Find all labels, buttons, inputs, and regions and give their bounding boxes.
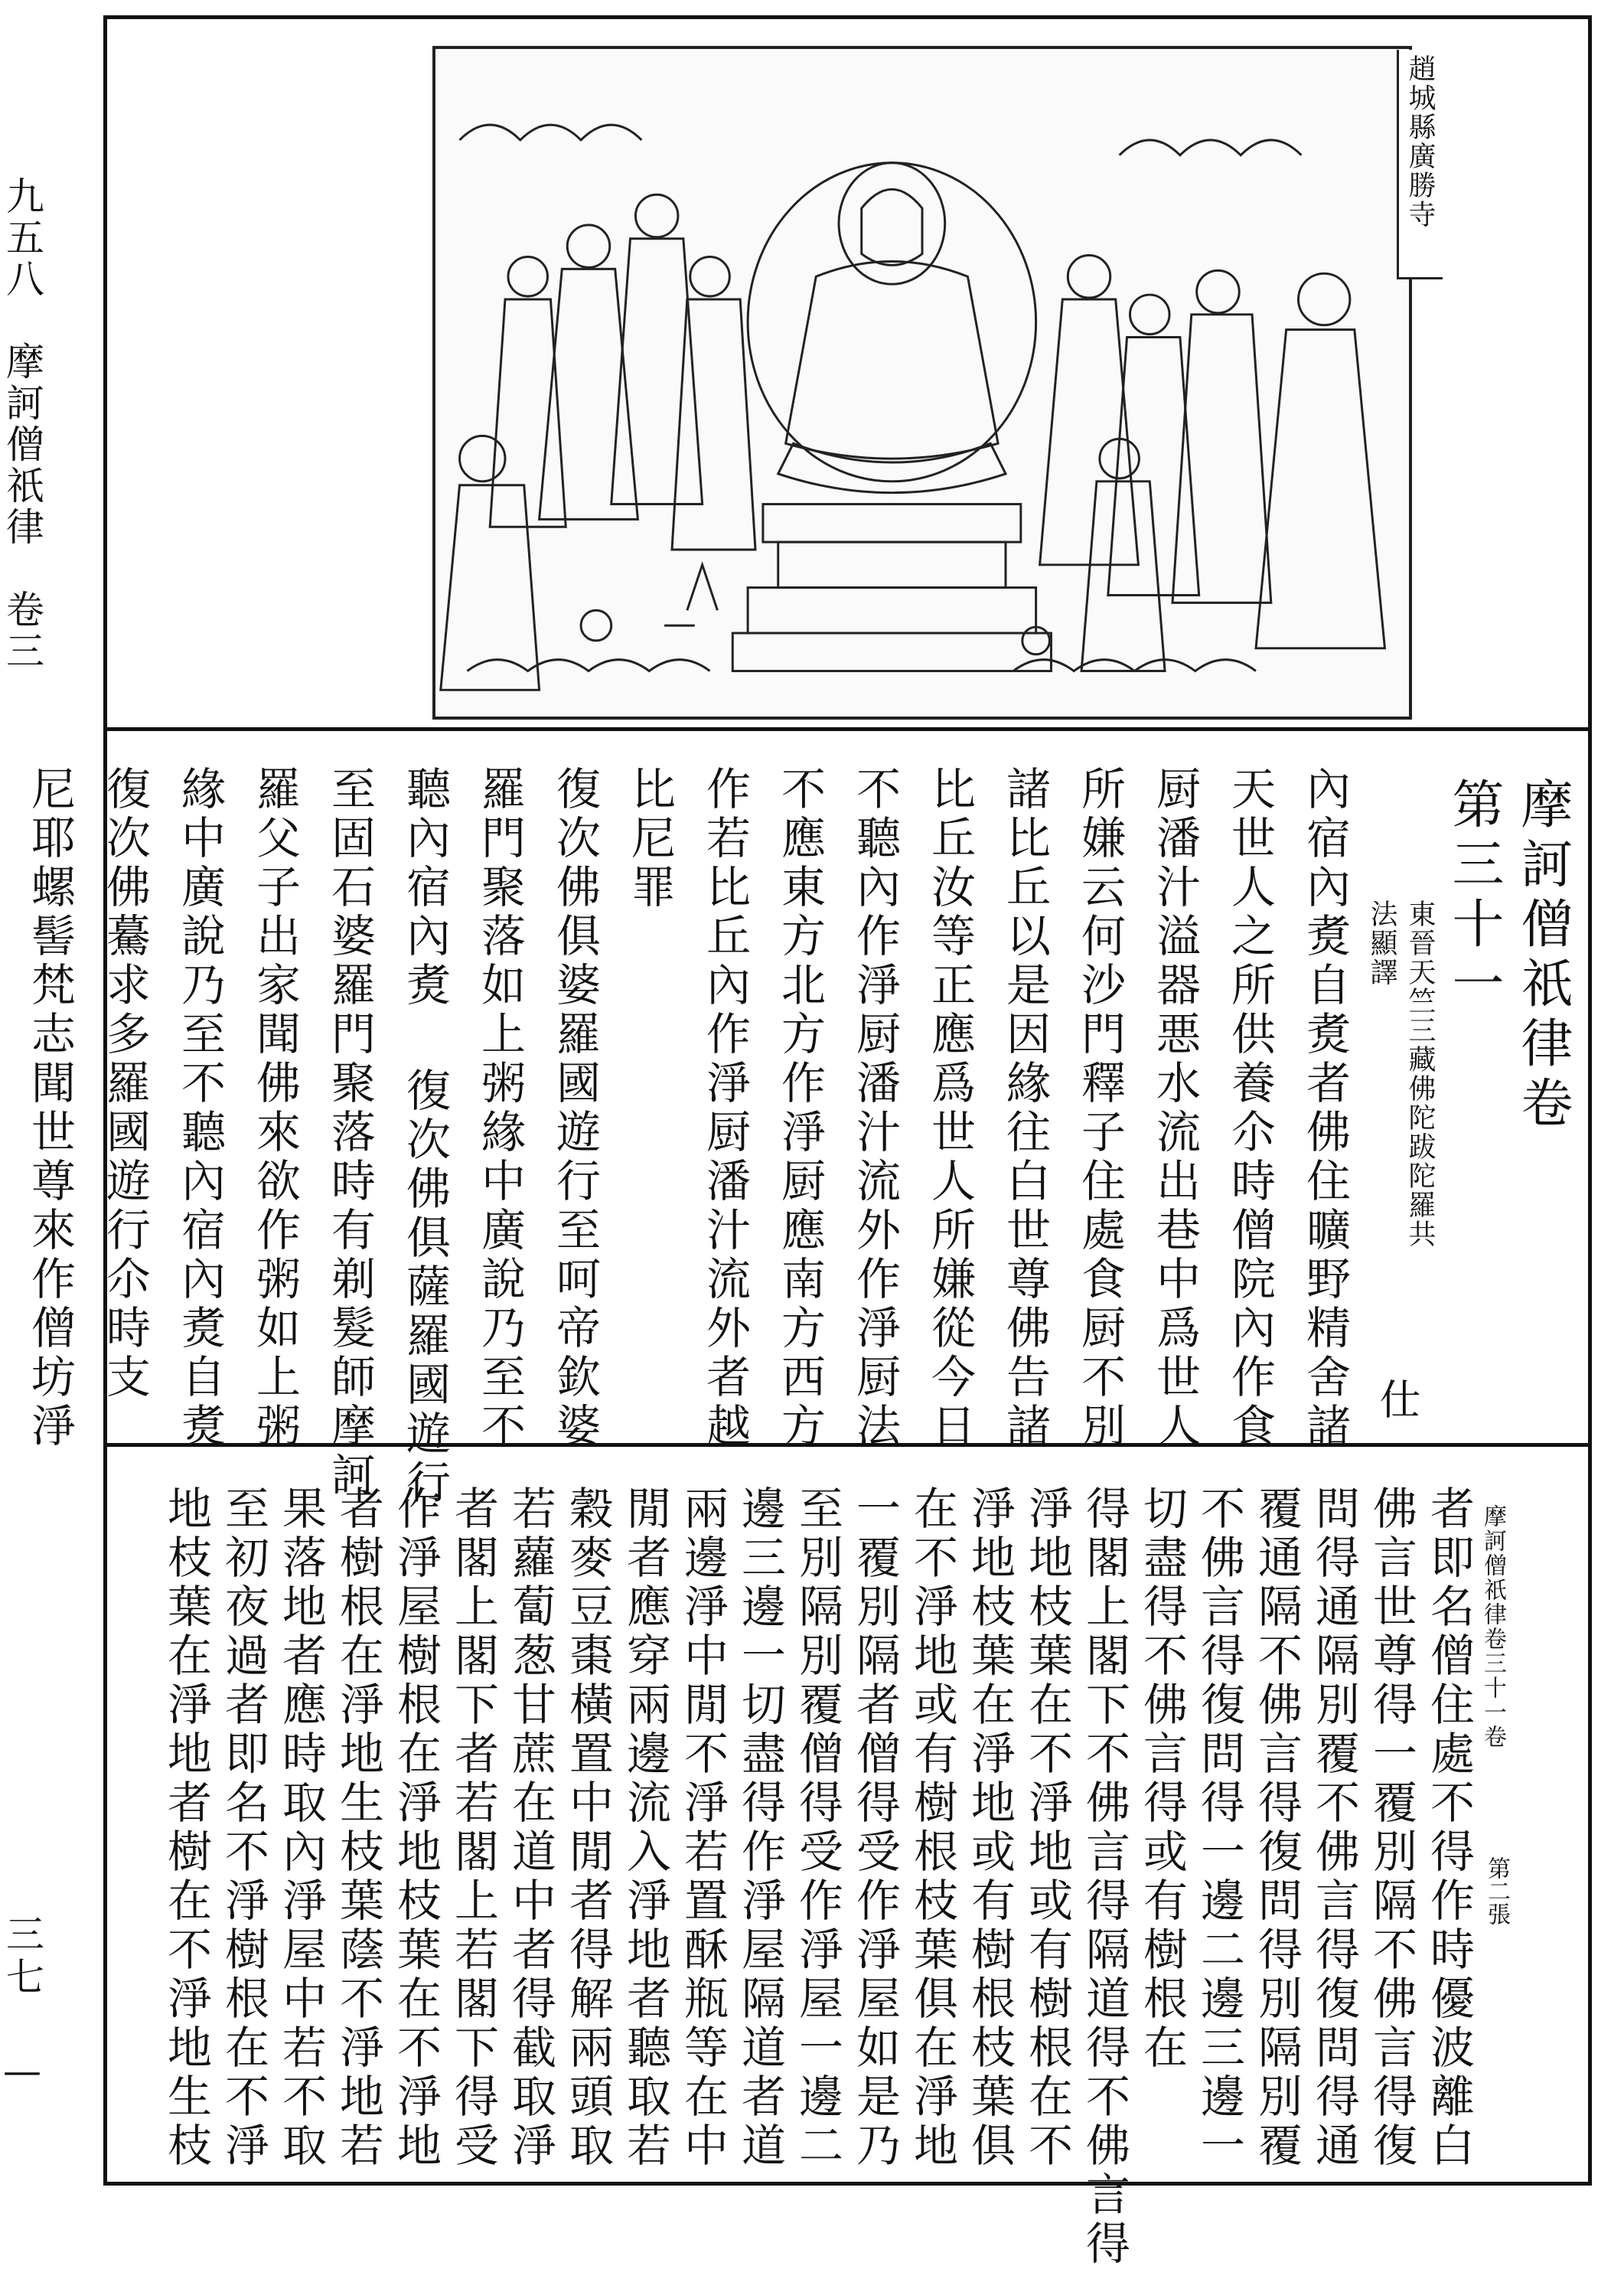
bottom-header: 摩訶僧祇律卷三十一卷 [1479, 1504, 1506, 1749]
text-column: 復次佛俱婆羅國遊行至呵帝欽婆 [549, 766, 601, 1451]
illustration-panel [103, 15, 1592, 731]
buddha-assembly-image [435, 49, 1409, 717]
text-column: 復次佛驀求多羅國遊行尒時支 [99, 766, 151, 1402]
text-column: 邊三邊一切盡得作淨屋隔道者道 [734, 1485, 786, 2171]
text-column: 者閣上閣下者若閣上若閣下得受 [447, 1485, 499, 2171]
text-column: 厨潘汁溢器悪水流出巷中爲世人 [1149, 766, 1201, 1451]
text-column: 淨地枝葉在不淨地或有樹根在不 [1021, 1485, 1073, 2171]
text-column: 比丘汝等正應爲世人所嫌從今日 [924, 766, 976, 1451]
text-column: 者即名僧住處不得作時優波離白 [1423, 1485, 1475, 2171]
text-column: 作若比丘內作淨厨潘汁流外者越 [699, 766, 751, 1451]
text-column: 若蘿蔔葱甘蔗在道中者得截取淨 [504, 1485, 556, 2171]
text-column: 在不淨地或有樹根枝葉俱在淨地 [906, 1485, 958, 2171]
scroll-title: 摩訶僧祇律卷第三十一 [1443, 777, 1573, 1135]
leaf-number: 第二張 [1483, 1856, 1510, 1925]
text-column: 得閣上閣下不佛言得隔道得不佛言得 [1078, 1485, 1130, 2269]
text-column: 作淨屋樹根在淨地枝葉在不淨地 [390, 1485, 442, 2171]
text-column: 諸比丘以是因緣往白世尊佛告諸 [999, 766, 1051, 1451]
text-column: 至初夜過者即名不淨樹根在不淨 [217, 1485, 269, 2171]
text-column: 尼耶螺髻梵志聞世尊來作僧坊淨 [24, 766, 76, 1451]
text-column: 所嫌云何沙門釋子住處食厨不別 [1074, 766, 1126, 1451]
text-column [0, 766, 12, 1439]
text-column: 不應東方北方作淨厨應南方西方 [774, 766, 826, 1451]
text-column: 覆通隔不佛言得復問得別隔別覆 [1251, 1485, 1303, 2171]
text-column: 穀麥豆棗橫置中閒者得解兩頭取 [562, 1485, 614, 2171]
text-column: 至固石婆羅門聚落時有剃髮師摩訶 [324, 766, 376, 1500]
left-margin-header: 九五八 摩訶僧祇律 卷三 [0, 176, 44, 672]
text-column: 不聽內作淨厨潘汁流外作淨厨法 [849, 766, 901, 1451]
translator-line: 東晉天竺三藏佛陀跋陀羅共法顯譯 [1366, 899, 1436, 1249]
page-marker: 仕 [1373, 1378, 1421, 1419]
text-column: 一覆別隔者僧得受作淨屋如是乃 [849, 1485, 901, 2171]
text-column: 至別隔別覆僧得受作淨屋一邊二 [791, 1485, 843, 2171]
text-column: 比尼罪 [624, 766, 676, 912]
text-column: 兩邊淨中閒不淨若置酥瓶等在中 [677, 1485, 729, 2171]
text-column: 地枝葉在淨地者樹在不淨地生枝 [160, 1485, 212, 2171]
text-column: 內宿內煑自煑者佛住曠野精舍諸 [1299, 766, 1351, 1451]
woodblock-illustration [432, 46, 1412, 720]
middle-columns [24, 766, 1362, 1508]
text-column: 閒者應穿兩邊流入淨地者聽取若 [619, 1485, 671, 2171]
bottom-columns [149, 1485, 1477, 2269]
text-column: 聽內宿內煑 復次佛俱薩羅國遊行 [399, 766, 451, 1508]
text-column: 羅父子出家聞佛來欲作粥如上粥 [249, 766, 301, 1451]
left-margin-footer: 三七 — [0, 1914, 44, 2098]
text-column: 果落地者應時取內淨屋中若不取 [275, 1485, 327, 2171]
text-column: 淨地枝葉在淨地或有樹根枝葉俱 [964, 1485, 1016, 2171]
text-column: 緣中廣說乃至不聽內宿內煑自煑 [174, 766, 226, 1451]
text-column: 問得通隔別覆不佛言得復問得通 [1308, 1485, 1360, 2171]
text-column: 佛言世尊得一覆別隔不佛言得復 [1365, 1485, 1417, 2171]
text-column: 不佛言得復問得一邊二邊三邊一 [1193, 1485, 1245, 2171]
text-column: 者樹根在淨地生枝葉蔭不淨地若 [332, 1485, 384, 2171]
text-column: 天世人之所供養尒時僧院內作食 [1224, 766, 1276, 1451]
text-column: 切盡得不佛言得或有樹根在 [1136, 1485, 1188, 2073]
text-column: 羅門聚落如上粥緣中廣說乃至不 [474, 766, 526, 1451]
temple-label: 趙城縣廣勝寺 [1397, 50, 1443, 279]
